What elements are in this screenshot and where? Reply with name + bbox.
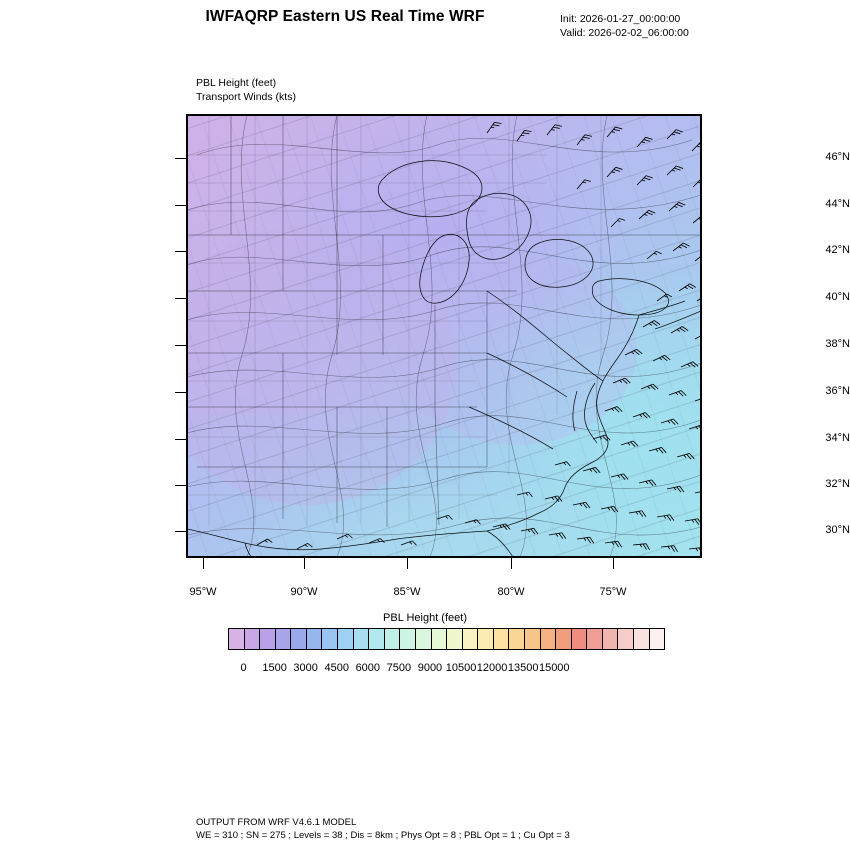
colorbar-swatch-8 xyxy=(354,629,370,649)
colorbar-swatch-24 xyxy=(603,629,619,649)
colorbar-swatch-0 xyxy=(229,629,245,649)
colorbar-swatch-6 xyxy=(322,629,338,649)
colorbar-tick-3000: 3000 xyxy=(293,662,318,674)
model-config-label: WE = 310 ; SN = 275 ; Levels = 38 ; Dis = 8km ; Phys Opt = 8 ; PBL Opt = 1 ; Cu Opt = 3 xyxy=(196,830,570,841)
colorbar-tick-6000: 6000 xyxy=(355,662,381,674)
x-tick-mark xyxy=(511,558,512,569)
valid-time-label: Valid: 2026-02-02_06:00:00 xyxy=(560,27,689,39)
colorbar-swatch-17 xyxy=(494,629,510,649)
y-tick-label-30N: 30°N xyxy=(825,524,850,536)
x-tick-mark xyxy=(613,558,614,569)
x-tick-label-75W: 75°W xyxy=(599,586,627,598)
colorbar-swatch-4 xyxy=(291,629,307,649)
colorbar-swatch-9 xyxy=(369,629,385,649)
colorbar-swatch-12 xyxy=(416,629,432,649)
colorbar-swatch-1 xyxy=(245,629,261,649)
colorbar-swatch-21 xyxy=(556,629,572,649)
page-title: IWFAQRP Eastern US Real Time WRF xyxy=(205,8,485,25)
colorbar-tick-10500: 10500 xyxy=(445,662,477,674)
y-tick-label-42N: 42°N xyxy=(825,244,850,256)
colorbar-tick-7500: 7500 xyxy=(386,662,412,674)
x-tick-label-90W: 90°W xyxy=(290,586,318,598)
colorbar-title: PBL Height (feet) xyxy=(383,612,467,624)
colorbar-tick-4500: 4500 xyxy=(324,662,349,674)
init-time-label: Init: 2026-01-27_00:00:00 xyxy=(560,13,681,25)
y-tick-label-46N: 46°N xyxy=(825,151,850,163)
colorbar xyxy=(228,628,665,650)
x-tick-mark xyxy=(203,558,204,569)
colorbar-swatch-14 xyxy=(447,629,463,649)
colorbar-swatch-19 xyxy=(525,629,541,649)
colorbar-swatch-13 xyxy=(432,629,448,649)
model-output-label: OUTPUT FROM WRF V4.6.1 MODEL xyxy=(196,817,357,828)
x-tick-mark xyxy=(407,558,408,569)
y-tick-label-40N: 40°N xyxy=(825,291,850,303)
colorbar-tick-0: 0 xyxy=(240,662,247,674)
colorbar-swatch-25 xyxy=(618,629,634,649)
colorbar-swatch-22 xyxy=(572,629,588,649)
y-tick-label-38N: 38°N xyxy=(825,338,850,350)
transport-winds-field-label: Transport Winds (kts) xyxy=(196,91,296,103)
colorbar-tick-13500: 13500 xyxy=(507,662,539,674)
colorbar-swatch-15 xyxy=(463,629,479,649)
colorbar-swatch-10 xyxy=(385,629,401,649)
x-tick-label-95W: 95°W xyxy=(189,586,217,598)
colorbar-swatch-23 xyxy=(587,629,603,649)
colorbar-tick-labels xyxy=(0,662,850,678)
colorbar-swatch-7 xyxy=(338,629,354,649)
colorbar-swatch-20 xyxy=(541,629,557,649)
y-tick-label-32N: 32°N xyxy=(825,478,850,490)
pbl-height-field-label: PBL Height (feet) xyxy=(196,77,277,89)
colorbar-swatch-2 xyxy=(260,629,276,649)
colorbar-tick-1500: 1500 xyxy=(262,662,287,674)
x-tick-mark xyxy=(304,558,305,569)
colorbar-swatch-26 xyxy=(634,629,650,649)
colorbar-tick-15000: 15000 xyxy=(538,662,570,674)
y-tick-label-34N: 34°N xyxy=(825,432,850,444)
colorbar-swatch-11 xyxy=(400,629,416,649)
colorbar-swatch-5 xyxy=(307,629,323,649)
colorbar-swatch-16 xyxy=(478,629,494,649)
colorbar-swatch-3 xyxy=(276,629,292,649)
colorbar-swatch-27 xyxy=(650,629,665,649)
y-tick-label-36N: 36°N xyxy=(825,385,850,397)
colorbar-swatch-18 xyxy=(509,629,525,649)
colorbar-tick-12000: 12000 xyxy=(476,662,508,674)
x-tick-label-85W: 85°W xyxy=(393,586,421,598)
x-tick-label-80W: 80°W xyxy=(497,586,525,598)
y-tick-label-44N: 44°N xyxy=(825,198,850,210)
colorbar-tick-9000: 9000 xyxy=(417,662,443,674)
